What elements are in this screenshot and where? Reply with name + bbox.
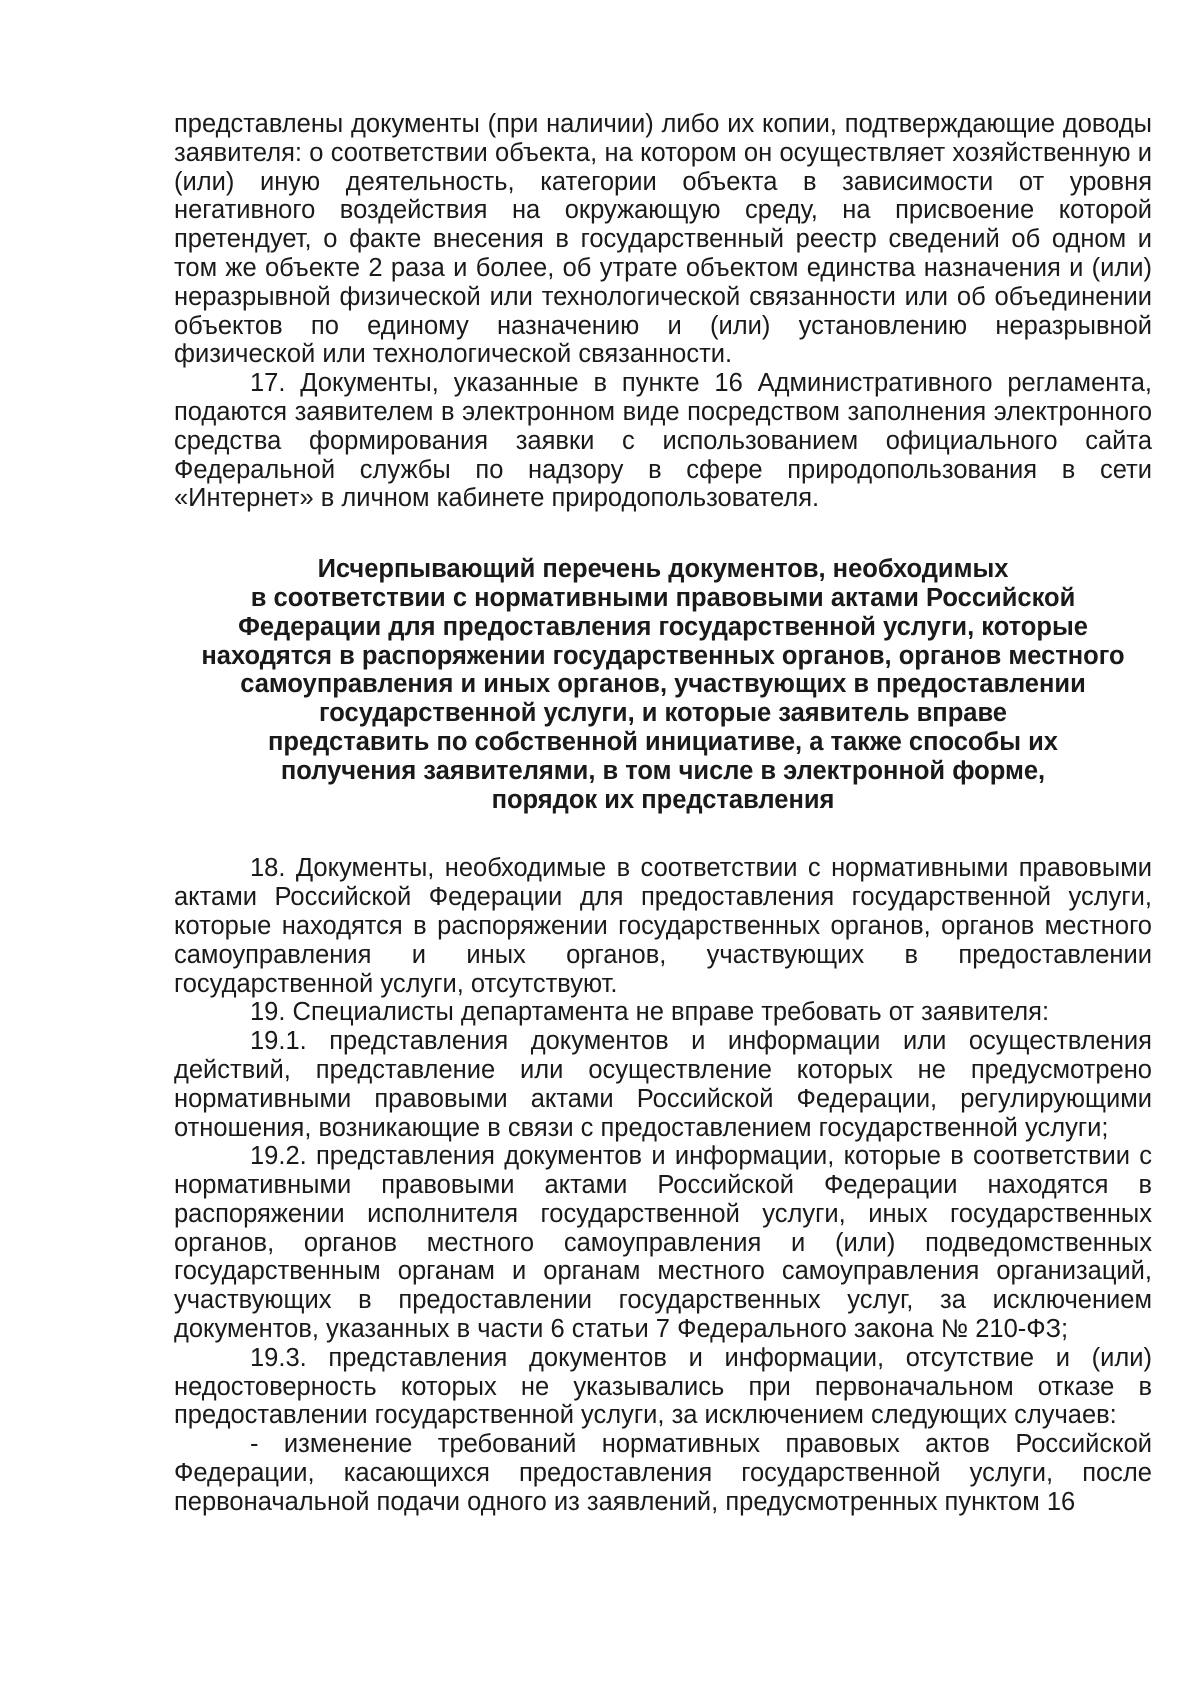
list-item-dash: - изменение требований нормативных правовых актов Российской Федерации, касающихся предоставления государственной услуги, после первоначальной подачи одного из заявлений, предусмотренных пунктом 16 bbox=[174, 1430, 1152, 1516]
paragraph-continuation: представлены документы (при наличии) либо их копии, подтверждающие доводы заявителя: о соответствии объекта, на котором он осуществляет хозяйственную и (или) иную деятельность, категории объекта в зависимости от уровня негативного воздействия на окружающую среду, на присвоение которой претендует, о факте внесения в государственный реестр сведений об одном и том же объекте 2 раза и более, об утрате объектом единства назначения и (или) неразрывной физической или технологической связанности или об объединении объектов по единому назначению и (или) установлению неразрывной физической или технологической связанности. bbox=[174, 110, 1152, 369]
heading-line: порядок их представления bbox=[491, 785, 835, 814]
heading-line: представить по собственной инициативе, а также способы их bbox=[268, 727, 1058, 756]
heading-line: государственной услуги, и которые заявитель вправе bbox=[319, 699, 1007, 728]
paragraph-19-3: 19.3. представления документов и информации, отсутствие и (или) недостоверность которых не указывались при первоначальном отказе в предоставлении государственной услуги, за исключением следующих случаев: bbox=[174, 1343, 1152, 1430]
heading-line: в соответствии с нормативными правовыми актами Российской bbox=[250, 583, 1076, 612]
heading-line: находятся в распоряжении государственных органов, органов местного bbox=[201, 641, 1125, 670]
section-heading bbox=[174, 555, 1152, 814]
heading-line: самоуправления и иных органов, участвующих в предоставлении bbox=[240, 670, 1086, 699]
heading-line: Исчерпывающий перечень документов, необходимых bbox=[317, 555, 1009, 584]
paragraph-19-1: 19.1. представления документов и информации или осуществления действий, представление или осуществление которых не предусмотрено нормативными правовыми актами Российской Федерации, регулирующими отношения, возникающие в связи с предоставлением государственной услуги; bbox=[174, 1027, 1152, 1142]
document-page bbox=[174, 110, 1152, 1517]
paragraph-18: 18. Документы, необходимые в соответствии с нормативными правовыми актами Российской Федерации для предоставления государственной услуги, которые находятся в распоряжении государственных органов, органов местного самоуправления и иных органов, участвующих в предоставлении государственной услуги, отсутствуют. bbox=[174, 854, 1152, 998]
paragraph-19-2: 19.2. представления документов и информации, которые в соответствии с нормативными правовыми актами Российской Федерации находятся в распоряжении исполнителя государственной услуги, иных государственных органов, органов местного самоуправления и (или) подведомственных государственным органам и органам местного самоуправления организаций, участвующих в предоставлении государственных услуг, за исключением документов, указанных в части 6 статьи 7 Федерального закона № 210-ФЗ; bbox=[174, 1142, 1152, 1344]
heading-line: получения заявителями, в том числе в электронной форме, bbox=[280, 756, 1046, 785]
heading-line: Федерации для предоставления государственной услуги, которые bbox=[238, 612, 1088, 641]
paragraph-17: 17. Документы, указанные в пункте 16 Административного регламента, подаются заявителем в электронном виде посредством заполнения электронного средства формирования заявки с использованием официального сайта Федеральной службы по надзору в сфере природопользования в сети «Интернет» в личном кабинете природопользователя. bbox=[174, 369, 1152, 513]
paragraph-19: 19. Специалисты департамента не вправе требовать от заявителя: bbox=[250, 998, 1050, 1027]
